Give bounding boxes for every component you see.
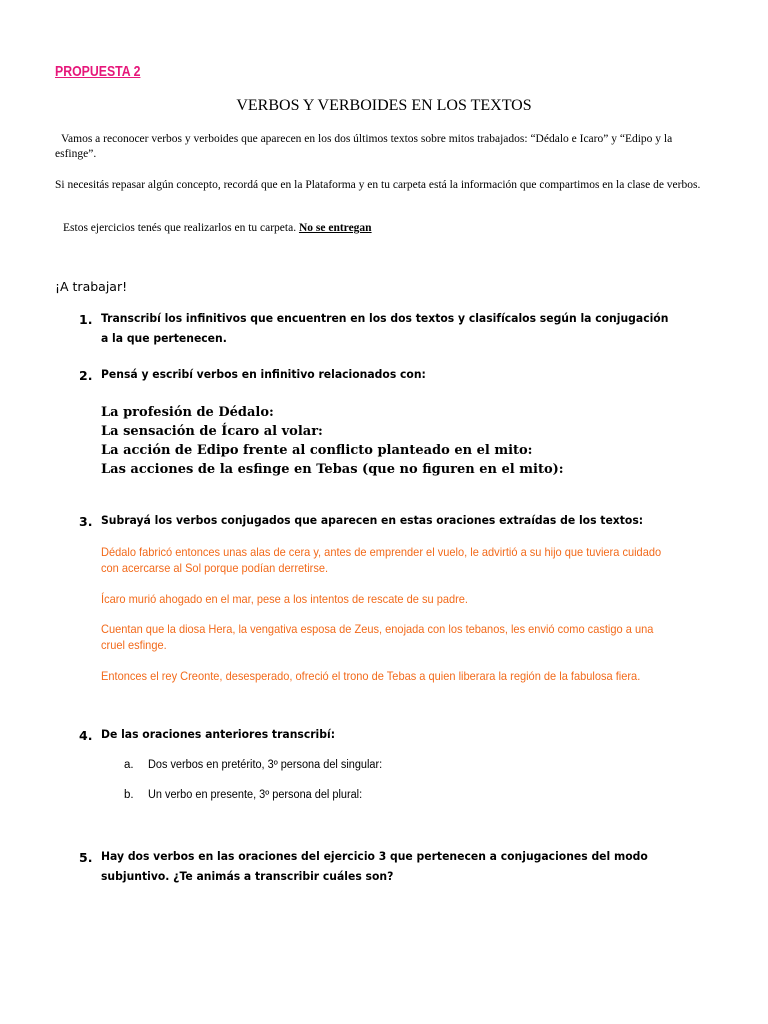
sub-item-letter-b: b.	[124, 789, 134, 801]
topic-line: Las acciones de la esfinge en Tebas (que no figuren en el mito):	[101, 462, 564, 477]
intro-instruction: Estos ejercicios tenés que realizarlos en tu carpeta.	[63, 222, 297, 234]
topic-line: La sensación de Ícaro al volar:	[101, 424, 323, 439]
item-number-5: 5.	[79, 850, 93, 865]
item-number-4: 4.	[79, 728, 93, 743]
item-number-2: 2.	[79, 368, 93, 383]
intro-paragraph-3	[63, 221, 713, 236]
item-text-4: De las oraciones anteriores transcribí:	[101, 727, 336, 741]
document-title: VERBOS Y VERBOIDES EN LOS TEXTOS	[236, 97, 532, 114]
no-submit-note: No se entregan	[298, 222, 372, 234]
sub-item-letter-a: a.	[124, 759, 134, 771]
item-text-3: Subrayá los verbos conjugados que aparecen en estas oraciones extraídas de los textos:	[101, 513, 644, 527]
item-text-1: Transcribí los infinitivos que encuentren en los dos textos y clasifícalos según la conjugación a la que pertenecen.	[101, 311, 669, 345]
item-text-2: Pensá y escribí verbos en infinitivo relacionados con:	[101, 367, 426, 381]
sentence-2: Ícaro murió ahogado en el mar, pese a los intentos de rescate de su padre.	[101, 592, 469, 606]
item-text-5: Hay dos verbos en las oraciones del ejercicio 3 que pertenecen a conjugaciones del modo subjuntivo. ¿Te animás a transcribir cuáles son?	[101, 849, 648, 883]
sentence-3: Cuentan que la diosa Hera, la vengativa esposa de Zeus, enojada con los tebanos, les envió como castigo a una cruel esfinge.	[101, 622, 654, 652]
a-trabajar-heading: ¡A trabajar!	[55, 279, 128, 294]
section-label: PROPUESTA 2	[55, 63, 141, 80]
sub-item-text-a: Dos verbos en pretérito, 3º persona del singular:	[148, 759, 383, 771]
topic-line: La profesión de Dédalo:	[101, 405, 274, 420]
sub-item-text-b: Un verbo en presente, 3º persona del plural:	[148, 789, 363, 801]
item-number-3: 3.	[79, 514, 93, 529]
intro-paragraph-2: Si necesitás repasar algún concepto, recordá que en la Plataforma y en tu carpeta está la información que compartimos en la clase de verbos.	[55, 179, 701, 191]
item-number-1: 1.	[79, 312, 93, 327]
topics-list	[101, 403, 564, 479]
topic-line: La acción de Edipo frente al conflicto planteado en el mito:	[101, 443, 533, 458]
sentence-4: Entonces el rey Creonte, desesperado, ofreció el trono de Tebas a quien liberara la región de la fabulosa fiera.	[101, 669, 641, 683]
sentence-1: Dédalo fabricó entonces unas alas de cera y, antes de emprender el vuelo, le advirtió a su hijo que tuviera cuidado con acercarse al Sol porque podían derretirse.	[101, 545, 662, 575]
intro-paragraph-1: Vamos a reconocer verbos y verboides que aparecen en los dos últimos textos sobre mitos trabajados: “Dédalo e Icaro” y “Edipo y la esfinge”.	[55, 133, 673, 160]
